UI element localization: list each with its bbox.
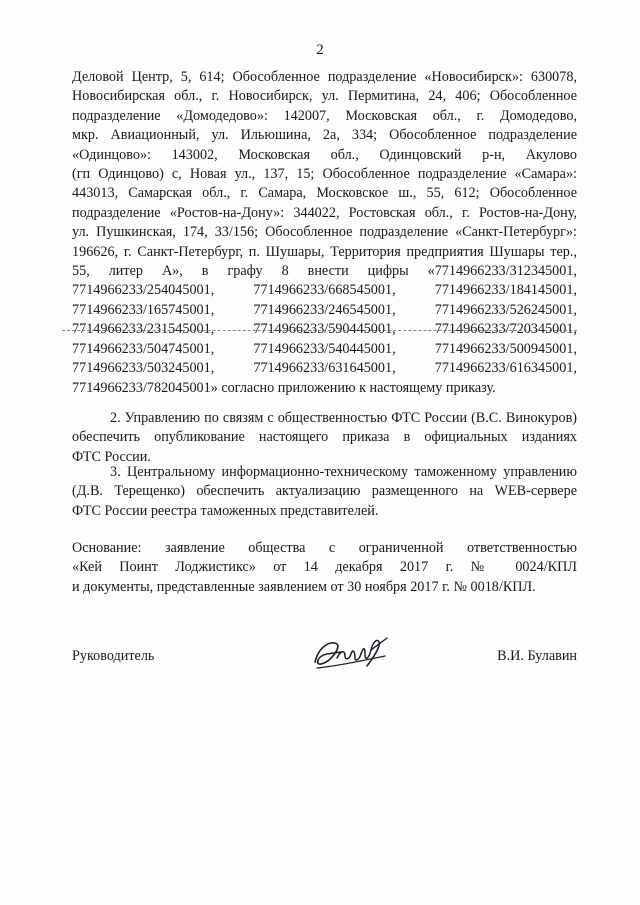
paragraph-line: ФТС России. [72,448,151,465]
main-line: 7714966233/231545001, 7714966233/590445001, 7714966233/720345001, [72,321,577,338]
paragraph-line: ФТС России реестра таможенных представителей. [72,502,379,519]
paragraph-line: 2. Управлению по связям с общественностью ФТС России (В.С. Винокуров) [110,410,577,426]
page-number: 2 [316,42,324,58]
signatory-role: Руководитель [72,648,155,664]
basis-paragraph [72,539,577,597]
main-line: 55, литер А», в графу 8 внести цифры «7714966233/312345001, [72,263,577,280]
main-line: 7714966233/165745001, 7714966233/246545001, 7714966233/526245001, [72,301,577,318]
main-line: 7714966233/504745001, 7714966233/540445001, 7714966233/500945001, [72,340,577,357]
paragraph-line: 3. Центральному информационно-техническому таможенному управлению [110,464,577,480]
main-line: Деловой Центр, 5, 614; Обособленное подразделение «Новосибирск»: 630078, [72,69,577,85]
paragraph-line: (Д.В. Терещенко) обеспечить актуализацию размещенного на WEB-сервере [72,483,577,500]
paragraph-3 [72,463,577,521]
main-line: (гп Одинцово) с, Новая ул., 137, 15; Обособленное подразделение «Самара»: [72,166,577,183]
main-line: мкр. Авиационный, ул. Ильюшина, 2а, 334; Обособленное подразделение [72,127,577,144]
signatory-name: В.И. Булавин [497,648,577,664]
basis-line: и документы, представленные заявлением от 30 ноября 2017 г. № 0018/КПЛ. [72,578,536,595]
scan-dashed-line [62,330,577,331]
main-line: подразделение «Домодедово»: 142007, Московская обл., г. Домодедово, [72,107,577,124]
main-line: 7714966233/503245001, 7714966233/631645001, 7714966233/616345001, [72,360,577,377]
signature-block [72,640,577,680]
basis-line: Основание: заявление общества с ограниченной ответственностью [72,540,577,556]
main-paragraph [72,68,577,398]
paragraph-line: обеспечить опубликование настоящего приказа в официальных изданиях [72,429,577,446]
main-line: 7714966233/782045001» согласно приложению к настоящему приказу. [72,379,496,396]
main-line: Новосибирская обл., г. Новосибирск, ул. Пермитина, 24, 406; Обособленное [72,88,577,105]
main-line: подразделение «Ростов-на-Дону»: 344022, Ростовская обл., г. Ростов-на-Дону, [72,204,577,221]
main-line: 7714966233/254045001, 7714966233/668545001, 7714966233/184145001, [72,282,577,299]
main-line: 196626, г. Санкт-Петербург, п. Шушары, Территория предприятия Шушары тер., [72,243,577,260]
paragraph-2 [72,409,577,467]
main-line: ул. Пушкинская, 174, 33/156; Обособленное подразделение «Санкт-Петербург»: [72,224,577,241]
main-line: «Одинцово»: 143002, Московская обл., Одинцовский р-н, Акулово [72,146,577,163]
basis-line: «Кей Поинт Лоджистикс» от 14 декабря 2017 г. № 0024/КПЛ [72,559,577,576]
handwritten-signature-icon [307,632,397,674]
main-line: 443013, Самарская обл., г. Самара, Московское ш., 55, 612; Обособленное [72,185,577,202]
